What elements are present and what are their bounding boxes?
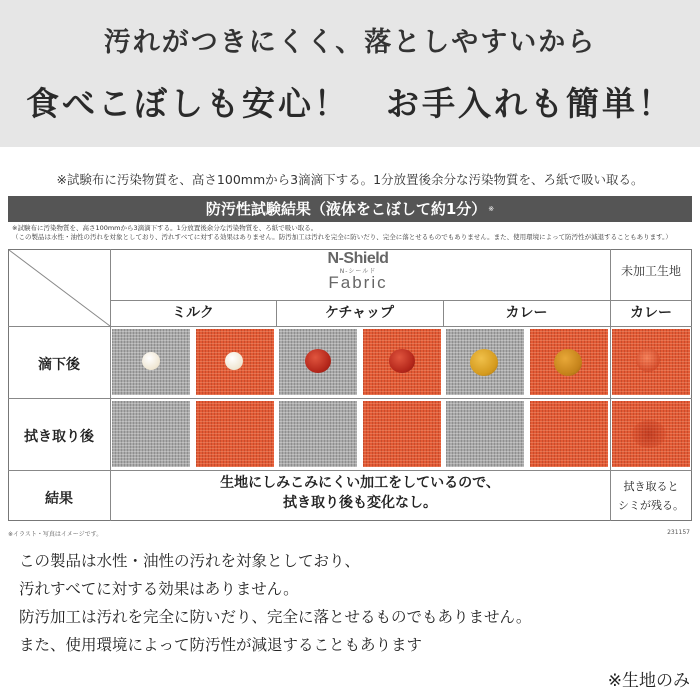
- milk-droplet: [225, 352, 243, 370]
- column-header-milk: ミルク: [172, 305, 214, 321]
- fabric-swatch-orange: [196, 401, 274, 467]
- fabric-only-note: ※生地のみ: [607, 671, 690, 691]
- body-notes: [19, 547, 689, 659]
- body-note-3: 防汚加工は汚れを完全に防いだり、完全に落とせるものでもありません。: [19, 608, 532, 626]
- result-untreated: [610, 477, 692, 515]
- headline-line-2: 食べこぼしも安心！ お手入れも簡単！: [26, 84, 674, 123]
- milk-droplet: [142, 352, 160, 370]
- body-note-1: この製品は水性・油性の汚れを対象としており、: [19, 552, 361, 570]
- logo-text-3: Fabric: [328, 273, 388, 292]
- image-disclaimer: ※イラスト・写真はイメージです。: [8, 531, 103, 538]
- fabric-swatch-orange: [530, 401, 608, 467]
- column-header-curry-untreated: カレー: [630, 305, 672, 321]
- logo-text-1: N-Shield: [327, 250, 389, 267]
- result-title: 防汚性試験結果（液体をこぼして約1分）: [205, 200, 487, 218]
- curry-droplet: [554, 349, 582, 376]
- body-note-2: 汚れすべてに対する効果はありません。: [19, 580, 299, 598]
- curry-droplet: [470, 349, 498, 376]
- row-header-after-drop: 滴下後: [38, 357, 80, 373]
- small-note-2: （この製品は水性・油性の汚れを対象としており、汚れすべてに対する効果はありません。防汚加工は汚れを完全に防いだり、完全に落とせるものでもありません。また、使用環境によって防汚性が減退することもあります。）: [12, 233, 672, 241]
- logo-text-2: N-シールド: [339, 268, 377, 275]
- column-header-curry: カレー: [505, 305, 548, 321]
- ketchup-droplet: [305, 349, 331, 373]
- fabric-swatch-grey: [279, 401, 357, 467]
- fabric-swatch-orange: [363, 401, 441, 467]
- result-text: [110, 473, 610, 513]
- untreated-header: 未加工生地: [620, 264, 681, 278]
- row-header-after-wipe: 拭き取り後: [24, 429, 94, 445]
- body-note-4: また、使用環境によって防汚性が減退することもあります: [19, 636, 423, 654]
- result-text-line-1: 生地にしみこみにくい加工をしているので、: [220, 475, 500, 491]
- headline-line-1: 汚れがつきにくく、落としやすいから: [103, 27, 597, 58]
- result-untreated-line-1: 拭き取ると: [623, 480, 679, 493]
- fabric-swatch-grey: [112, 401, 190, 467]
- ketchup-droplet: [389, 349, 415, 373]
- n-shield-fabric-logo: [318, 250, 398, 296]
- result-title-mark: ※: [488, 205, 495, 213]
- product-code: 231157: [667, 529, 690, 536]
- result-untreated-line-2: シミが残る。: [618, 499, 684, 512]
- test-method-note: ※試験布に汚染物質を、高さ100mmから3滴滴下する。1分放置後余分な汚染物質を、ろ紙で吸い取る。: [56, 172, 644, 187]
- remaining-stain: [632, 420, 666, 448]
- result-text-line-2: 拭き取り後も変化なし。: [283, 495, 437, 511]
- small-note-1: ※試験布に汚染物質を、高さ100mmから3滴滴下する。1分放置後余分な汚染物質を、ろ紙で吸い取る。: [12, 224, 318, 232]
- column-header-ketchup: ケチャップ: [324, 305, 395, 321]
- row-header-result: 結果: [45, 491, 73, 507]
- curry-stain-absorbed: [636, 348, 660, 372]
- fabric-swatch-grey: [446, 401, 524, 467]
